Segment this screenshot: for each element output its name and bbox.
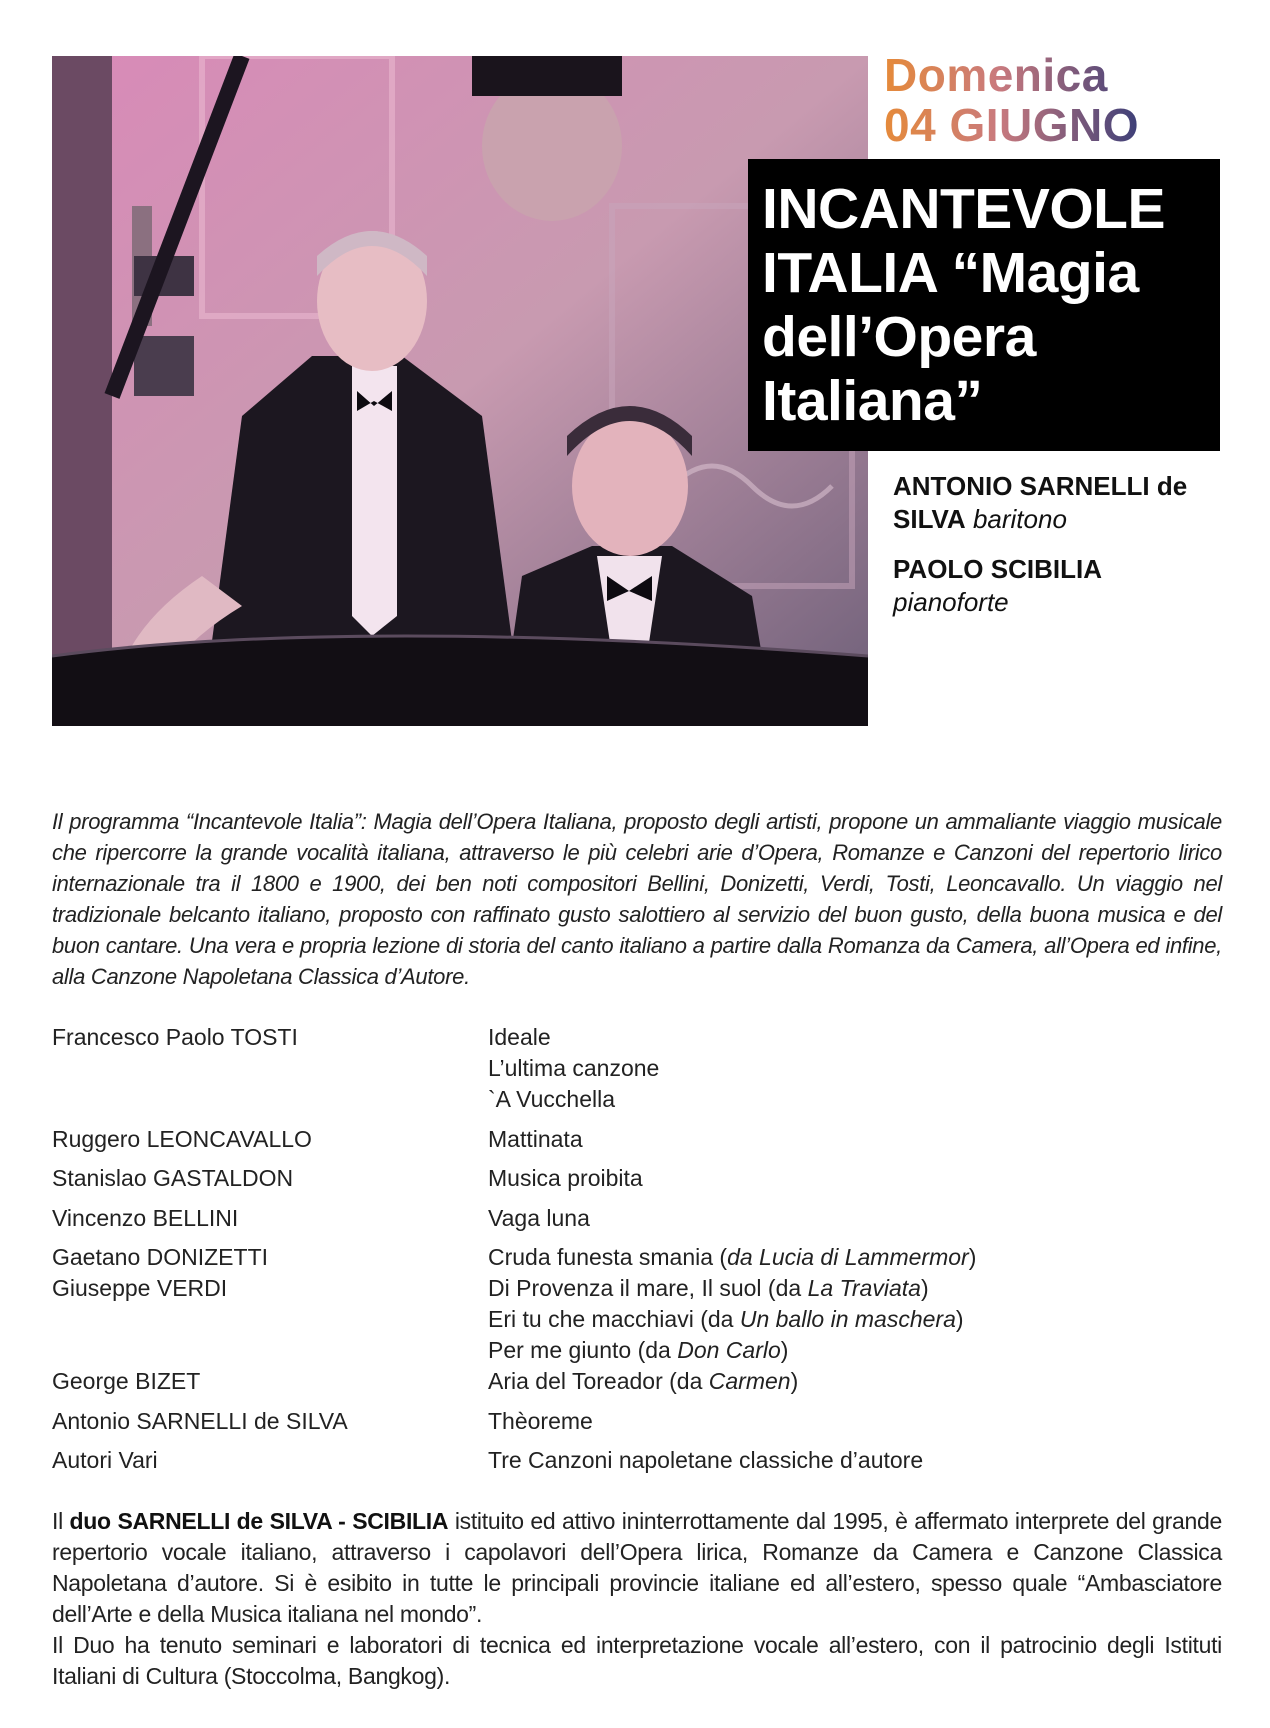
program-row	[52, 1406, 1222, 1437]
works	[488, 1406, 593, 1437]
paren: )	[790, 1368, 799, 1394]
work-title	[488, 1366, 798, 1397]
performer-name: SILVA	[893, 504, 966, 534]
title-line: Italiana”	[762, 369, 983, 433]
work-title: Tre Canzoni napoletane classiche d’autore	[488, 1447, 924, 1473]
work-title	[488, 1304, 976, 1335]
work-title	[488, 1242, 976, 1273]
composer	[52, 1242, 488, 1366]
duo-bio	[52, 1506, 1222, 1692]
work-title: Mattinata	[488, 1125, 583, 1152]
work-title: Musica proibita	[488, 1165, 643, 1191]
composer: Francesco Paolo TOSTI	[52, 1024, 298, 1050]
performer-name: ANTONIO SARNELLI de	[893, 471, 1188, 501]
duo-name: duo SARNELLI de SILVA - SCIBILIA	[69, 1508, 449, 1534]
event-title	[748, 159, 1220, 451]
composer-name: Gaetano DONIZETTI	[52, 1244, 269, 1270]
opera-name: da Lucia di Lammermor	[727, 1244, 969, 1270]
composer: Autori Vari	[52, 1447, 158, 1473]
event-day-name: Domenica	[884, 49, 1108, 101]
work-title	[488, 1335, 976, 1366]
work-name: Per me giunto (da	[488, 1337, 678, 1363]
bio-text: Il	[52, 1508, 70, 1534]
event-photo	[52, 56, 868, 726]
work-name: Cruda funesta smania (	[488, 1244, 728, 1270]
program-list	[52, 1022, 1222, 1476]
opera-name: La Traviata	[807, 1275, 921, 1301]
works	[488, 1366, 798, 1397]
work-name: Aria del Toreador (da	[488, 1368, 709, 1394]
work-title: L’ultima canzone	[488, 1055, 660, 1081]
work-title: `A Vucchella	[488, 1086, 615, 1112]
performers-list	[893, 470, 1233, 619]
bio-paragraph	[52, 1506, 1222, 1630]
paren: )	[780, 1337, 789, 1363]
composer: Antonio SARNELLI de SILVA	[52, 1407, 348, 1434]
program-row	[52, 1203, 1222, 1234]
composer-name: Giuseppe VERDI	[52, 1275, 228, 1301]
composer: Stanislao GASTALDON	[52, 1165, 294, 1191]
works	[488, 1124, 583, 1155]
event-date-text: 04 GIUGNO	[884, 99, 1140, 151]
work-title	[488, 1273, 976, 1304]
performer-role: pianoforte	[893, 587, 1009, 617]
composer: Ruggero LEONCAVALLO	[52, 1125, 312, 1152]
composer: George BIZET	[52, 1368, 201, 1394]
event-date	[884, 50, 1139, 150]
paren: )	[920, 1275, 929, 1301]
paren: )	[968, 1244, 977, 1270]
work-title: Vaga luna	[488, 1204, 590, 1231]
program-row	[52, 1242, 1222, 1366]
performer-2	[893, 553, 1233, 619]
program-row	[52, 1366, 1222, 1397]
performer-1	[893, 470, 1233, 536]
program-row	[52, 1163, 1222, 1194]
bio-text: istituito ed attivo ininterrottamente dal 1995, è affermato interprete del grande repertorio vocale italiano, attraverso i capolavori dell’Opera lirica, Romanze da Camera e Canzone Classica Napoletana d’autore. Si è esibito in tutte le principali provincie italiane ed all’estero, spesso quale “Ambasciatore dell’Arte e della Musica italiana nel mondo”.	[52, 1508, 1222, 1627]
work-name: Di Provenza il mare, Il suol (da	[488, 1275, 808, 1301]
composer: Vincenzo BELLINI	[52, 1204, 239, 1231]
work-title: Thèoreme	[488, 1407, 593, 1434]
opera-name: Un ballo in maschera	[739, 1306, 956, 1332]
opera-name: Don Carlo	[677, 1337, 781, 1363]
works	[488, 1022, 659, 1115]
works	[488, 1163, 643, 1194]
performers-photo-illustration	[52, 56, 868, 726]
works	[488, 1445, 923, 1476]
works	[488, 1203, 590, 1234]
title-line: ITALIA “Magia	[762, 241, 1139, 305]
paren: )	[955, 1306, 964, 1332]
performer-name: PAOLO SCIBILIA	[893, 554, 1102, 584]
work-name: Eri tu che macchiavi (da	[488, 1306, 740, 1332]
program-row	[52, 1124, 1222, 1155]
performer-role: baritono	[972, 504, 1067, 534]
bio-paragraph: Il Duo ha tenuto seminari e laboratori di tecnica ed interpretazione vocale all’estero, con il patrocinio degli Istituti Italiani di Cultura (Stoccolma, Bangkog).	[52, 1632, 1222, 1689]
program-intro: Il programma “Incantevole Italia”: Magia dell’Opera Italiana, proposto degli artisti, propone un ammaliante viaggio musicale che ripercorre la grande vocalità italiana, attraverso le più celebri arie d’Opera, Romanze e Canzoni del repertorio lirico internazionale tra il 1800 e 1900, dei ben noti compositori Bellini, Donizetti, Verdi, Tosti, Leoncavallo. Un viaggio nel tradizionale belcanto italiano, proposto con raffinato gusto salottiero al servizio del buon gusto, della buona musica e del buon cantare. Una vera e propria lezione di storia del canto italiano a partire dalla Romanza da Camera, all’Opera ed infine, alla Canzone Napoletana Classica d’Autore.	[52, 809, 1222, 989]
title-line: INCANTEVOLE	[762, 177, 1166, 241]
works	[488, 1242, 976, 1366]
title-line: dell’Opera	[762, 305, 1036, 369]
work-title: Ideale	[488, 1024, 551, 1050]
opera-name: Carmen	[708, 1368, 791, 1394]
program-row	[52, 1445, 1222, 1476]
program-row	[52, 1022, 1222, 1115]
